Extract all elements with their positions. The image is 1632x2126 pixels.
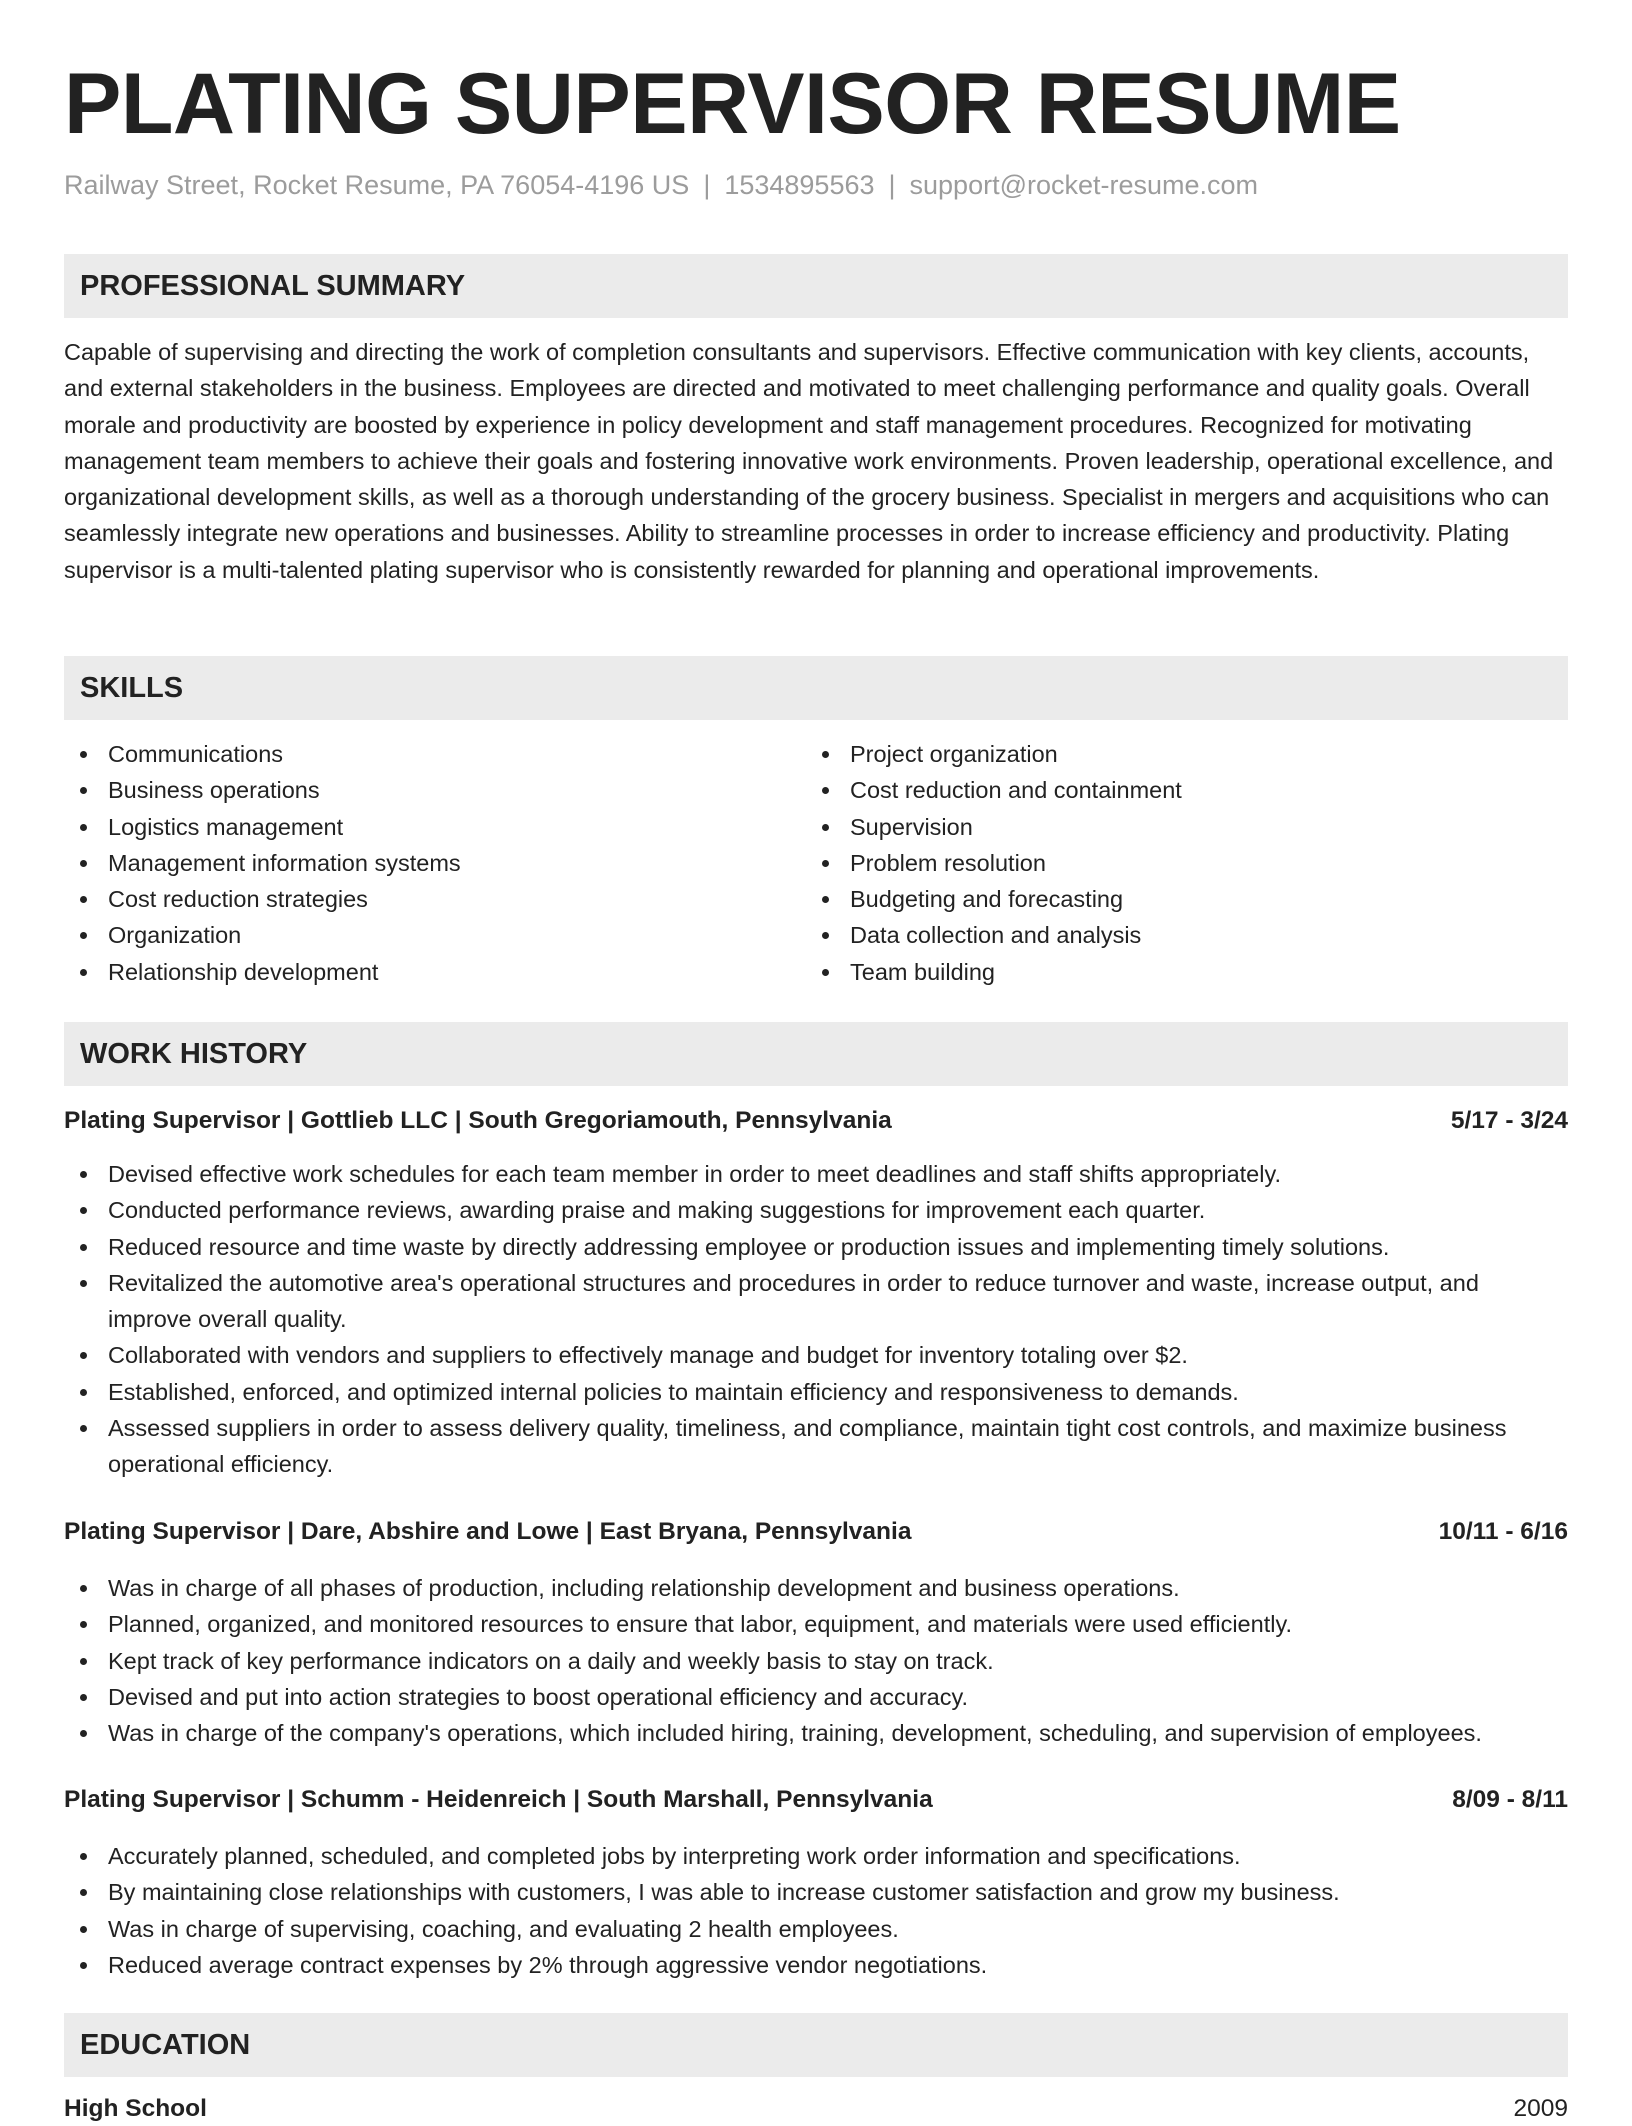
job-title: Plating Supervisor | Schumm - Heidenreich | South Marshall, Pennsylvania — [64, 1786, 933, 1813]
skill-item: Problem resolution — [806, 845, 1506, 881]
job-dates: 8/09 - 8/11 — [1452, 1786, 1568, 1813]
skills-list-left — [64, 736, 764, 990]
job-bullet: Was in charge of the company's operations, which included hiring, training, development, scheduling, and supervision of employees. — [64, 1715, 1568, 1751]
job-bullets — [64, 1570, 1568, 1751]
job-dates: 5/17 - 3/24 — [1450, 1107, 1568, 1134]
job-header — [64, 1515, 1568, 1549]
skills-list-right — [806, 736, 1506, 990]
skill-item: Relationship development — [64, 954, 764, 990]
contact-phone: 1534895563 — [724, 170, 875, 200]
job-bullets — [64, 1838, 1568, 1983]
job-bullet: Reduced resource and time waste by directly addressing employee or production issues and implementing timely solutions. — [64, 1229, 1568, 1265]
skill-item: Organization — [64, 917, 764, 953]
job-bullet: By maintaining close relationships with customers, I was able to increase customer satisfaction and grow my business. — [64, 1874, 1568, 1910]
skill-item: Business operations — [64, 772, 764, 808]
job-title: Plating Supervisor | Dare, Abshire and Lowe | East Bryana, Pennsylvania — [64, 1518, 912, 1545]
job-bullet: Conducted performance reviews, awarding praise and making suggestions for improvement each quarter. — [64, 1192, 1568, 1228]
job-bullet: Collaborated with vendors and suppliers to effectively manage and budget for inventory totaling over $2. — [64, 1337, 1568, 1373]
summary-text: Capable of supervising and directing the work of completion consultants and supervisors. Effective communication with key clients, accounts, and external stakeholders in the business. Employees are directed and motivated to meet challenging performance and quality goals. Overall morale and productivity are boosted by experience in policy development and staff management procedures. Recognized for motivating management team members to achieve their goals and fostering innovative work environments. Proven leadership, operational excellence, and organizational development skills, as well as a thorough understanding of the grocery business. Specialist in mergers and acquisitions who can seamlessly integrate new operations and businesses. Ability to streamline processes in order to increase efficiency and productivity. Plating supervisor is a multi-talented plating supervisor who is consistently rewarded for planning and operational improvements. — [64, 339, 1554, 583]
job-bullets — [64, 1156, 1568, 1483]
education-year: 2009 — [1513, 2095, 1568, 2122]
skill-item: Project organization — [806, 736, 1506, 772]
job-bullet: Reduced average contract expenses by 2% through aggressive vendor negotiations. — [64, 1947, 1568, 1983]
job-bullet: Devised and put into action strategies to boost operational efficiency and accuracy. — [64, 1679, 1568, 1715]
skill-item: Team building — [806, 954, 1506, 990]
contact-separator: | — [888, 170, 896, 200]
contact-separator: | — [703, 170, 711, 200]
job-bullet: Revitalized the automotive area's operational structures and procedures in order to reduce turnover and waste, increase output, and improve overall quality. — [64, 1265, 1568, 1338]
job-title: Plating Supervisor | Gottlieb LLC | South Gregoriamouth, Pennsylvania — [64, 1107, 892, 1134]
section-heading-summary: PROFESSIONAL SUMMARY — [64, 254, 1568, 318]
job-bullet: Kept track of key performance indicators on a daily and weekly basis to stay on track. — [64, 1643, 1568, 1679]
skill-item: Communications — [64, 736, 764, 772]
education-entry — [64, 2092, 1568, 2126]
section-heading-work-history: WORK HISTORY — [64, 1022, 1568, 1086]
job-dates: 10/11 - 6/16 — [1438, 1518, 1568, 1545]
skill-item: Cost reduction strategies — [64, 881, 764, 917]
job-bullet: Established, enforced, and optimized internal policies to maintain efficiency and responsiveness to demands. — [64, 1374, 1568, 1410]
job-header — [64, 1783, 1568, 1817]
education-school: High School — [64, 2095, 207, 2122]
job-bullet: Planned, organized, and monitored resources to ensure that labor, equipment, and materials were used efficiently. — [64, 1606, 1568, 1642]
section-heading-skills: SKILLS — [64, 656, 1568, 720]
skill-item: Cost reduction and containment — [806, 772, 1506, 808]
resume-title: PLATING SUPERVISOR RESUME — [64, 56, 1401, 152]
job-bullet: Accurately planned, scheduled, and completed jobs by interpreting work order information and specifications. — [64, 1838, 1568, 1874]
job-bullet: Devised effective work schedules for each team member in order to meet deadlines and staff shifts appropriately. — [64, 1156, 1568, 1192]
job-bullet: Was in charge of all phases of production, including relationship development and business operations. — [64, 1570, 1568, 1606]
skill-item: Supervision — [806, 809, 1506, 845]
skill-item: Budgeting and forecasting — [806, 881, 1506, 917]
contact-line — [64, 168, 1258, 202]
section-heading-education: EDUCATION — [64, 2013, 1568, 2077]
skill-item: Logistics management — [64, 809, 764, 845]
skill-item: Data collection and analysis — [806, 917, 1506, 953]
job-bullet: Was in charge of supervising, coaching, and evaluating 2 health employees. — [64, 1911, 1568, 1947]
skill-item: Management information systems — [64, 845, 764, 881]
contact-email: support@rocket-resume.com — [909, 170, 1259, 200]
contact-address: Railway Street, Rocket Resume, PA 76054-4196 US — [64, 170, 690, 200]
job-bullet: Assessed suppliers in order to assess delivery quality, timeliness, and compliance, maintain tight cost controls, and maximize business operational efficiency. — [64, 1410, 1568, 1483]
job-header — [64, 1104, 1568, 1138]
